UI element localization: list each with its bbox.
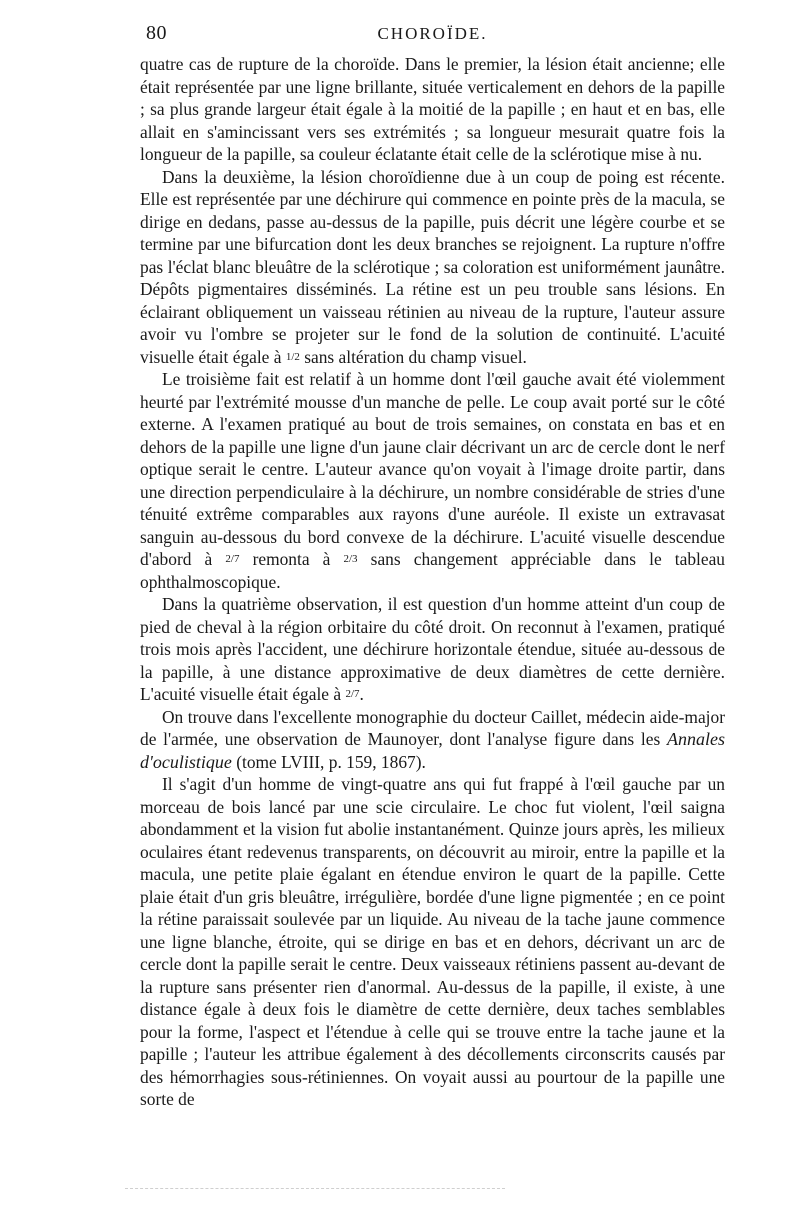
paragraph-4-text-before: Dans la quatrième observation, il est question d'un homme atteint d'un coup de pied de cheval à la région orbitaire du côté droit. On reconnut à l'examen, pratiqué trois mois après l'accident, une déchirure horizontale étendue, située au-dessous de la papille, à une distance approximative de deux diamètres de cette dernière. L'acuité visuelle était égale à [140,594,725,704]
paragraph-4-fraction: 2/7 [345,688,360,700]
paragraph-2-text-before: Dans la deuxième, la lésion choroïdienne due à un coup de poing est récente. Elle est représentée par une déchirure qui commence en pointe près de la macula, se dirige en dedans, passe au-dessus de la papille, puis décrit une légère courbe et se termine par une bifurcation dont les deux branches se rejoignent. La rupture n'offre pas l'éclat blanc bleuâtre de la sclérotique ; sa coloration est uniformément jaunâtre. Dépôts pigmentaires disséminés. La rétine est un peu trouble sans lésions. En éclairant obliquement un vaisseau rétinien au niveau de la rupture, l'auteur assure avoir vu l'ombre se projeter sur le fond de la solution de continuité. L'acuité visuelle était égale à [140,166,725,367]
paragraph-5-text-before: On trouve dans l'excellente monographie du docteur Caillet, médecin aide-major de l'armée, une observation de Maunoyer, dont l'analyse figure dans les [140,706,725,749]
paragraph-1 [140,53,725,166]
paragraph-1-text: quatre cas de rupture de la choroïde. Dans le premier, la lésion était ancienne; elle était représentée par une ligne brillante, située verticalement en dehors de la papille ; sa plus grande largeur était égale à la moitié de la papille ; en haut et en bas, elle allait en s'amincissant vers ses extrémités ; sa longueur mesurait quatre fois la longueur de la papille, sa couleur éclatante était celle de la sclérotique mise à nu. [140,54,725,164]
page-number: 80 [146,22,167,44]
paragraph-6-text: Il s'agit d'un homme de vingt-quatre ans qui fut frappé à l'œil gauche par un morceau de bois lancé par une scie circulaire. Le choc fut violent, l'œil saigna abondamment et la vision fut abolie instantanément. Quinze jours après, les milieux oculaires étant redevenus transparents, on découvrit au miroir, entre la papille et la macula, une petite plaie égalant en étendue environ le quart de la papille. Cette plaie était d'un gris bleuâtre, irrégulière, bordée d'une ligne pigmentée ; en ce point la rétine paraissait soulevée par un liquide. Au niveau de la tache jaune commence une ligne blanche, étroite, qui se dirige en bas et en dehors, décrivant un arc de cercle dont la papille serait le centre. Deux vaisseaux rétiniens passent au-devant de la rupture sans présenter rien d'anormal. Au-dessus de la papille, il existe, à une distance égale à deux fois le diamètre de cette dernière, deux taches semblables pour la forme, l'aspect et l'étendue à celle qui se trouve entre la tache jaune et la papille ; l'auteur les attribue également à des décollements circonscrits causés par des hémorrhagies sous-rétiniennes. On voyait aussi au pourtour de la papille une sorte de [140,774,725,1109]
paragraph-3-text-before: Le troisième fait est relatif à un homme dont l'œil gauche avait été violemment heurté par l'extrémité mousse d'un manche de pelle. Le coup avait porté sur le côté externe. A l'examen pratiqué au bout de trois semaines, on constata en bas et en dehors de la papille une ligne d'un jaune clair décrivant un arc de cercle dont le nerf optique serait le centre. L'auteur avance qu'on voyait à l'image droite partir, dans une direction perpendiculaire à la déchirure, un nombre considérable de stries d'une ténuité extrême comparables aux rayons d'une auréole. Il existe un extravasat sanguin au-dessous du bord convexe de la déchirure. L'acuité visuelle descendue d'abord à [140,369,725,569]
running-title: CHOROÏDE. [377,24,488,43]
paragraph-3-text-after: sans changement appréciable dans le tableau ophthalmoscopique. [140,549,725,592]
paragraph-3-fraction-2: 2/3 [343,553,358,565]
paragraph-4-text-after: . [359,684,364,704]
paragraph-5-text-after: (tome LVIII, p. 159, 1867). [231,751,426,772]
paragraph-2-text-after: sans altération du champ visuel. [299,346,527,367]
paragraph-3 [140,368,725,593]
paragraph-3-fraction: 2/7 [225,553,240,565]
paragraph-3-text-middle: remonta à [239,549,344,569]
journal-title: Annales d'oculistique [140,729,725,772]
paragraph-5 [140,706,725,774]
paragraph-2-fraction: 1/2 [285,350,300,363]
paragraph-6 [140,773,725,1111]
paragraph-4 [140,593,725,706]
footer-print-marks [125,1188,505,1191]
body-text [140,53,725,1111]
page-header [140,20,725,50]
paragraph-2 [140,166,725,369]
